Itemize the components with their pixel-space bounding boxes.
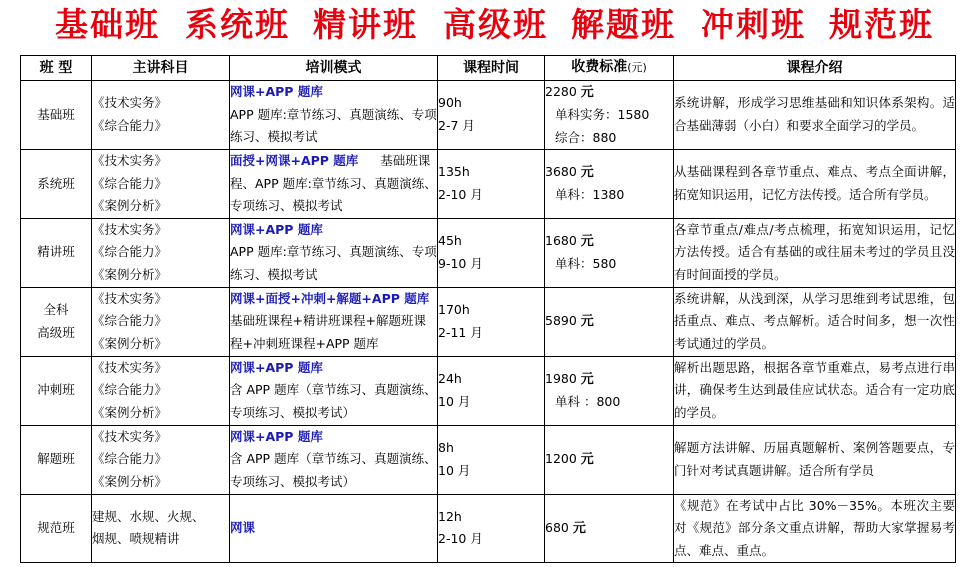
time-hours: 135h — [438, 164, 470, 180]
fee-amount: 1680 — [545, 232, 577, 248]
fee-currency: 元 — [580, 164, 594, 180]
cell-mode — [230, 494, 438, 563]
subject-item: 《案例分析》 — [92, 266, 168, 282]
banner-title-basic: 基础班 — [55, 5, 160, 44]
mode-title: 网课+APP 题库 — [230, 359, 323, 375]
fee-currency: 元 — [580, 313, 594, 329]
subject-item: 《综合能力》 — [92, 382, 168, 398]
cell-mode — [230, 356, 438, 425]
cell-fee — [545, 80, 674, 150]
subject-item: 《技术实务》 — [92, 95, 168, 111]
header-fee — [545, 56, 674, 81]
table-row — [21, 150, 956, 219]
fee-amount: 2280 — [545, 83, 577, 99]
class-type-line: 精讲班 — [37, 244, 75, 260]
table-row — [21, 356, 956, 425]
fee-currency: 元 — [572, 520, 586, 536]
subject-item: 《案例分析》 — [92, 335, 168, 351]
time-months: 2-7 月 — [438, 117, 475, 133]
cell-description: 系统讲解，形成学习思维基础和知识体系架构。适合基础薄弱（小白）和要求全面学习的学员。 — [674, 80, 956, 150]
cell-time — [438, 287, 545, 356]
cell-class-type — [21, 425, 92, 494]
subject-item: 《技术实务》 — [92, 359, 168, 375]
fee-amount: 1200 — [545, 450, 577, 466]
cell-class-type — [21, 356, 92, 425]
table-row — [21, 287, 956, 356]
cell-subjects — [92, 494, 230, 563]
fee-currency: 元 — [580, 371, 594, 387]
mode-detail: 基础班课程+精讲班课程+解题班课程+冲刺班课程+APP 题库 — [230, 313, 426, 351]
mode-title: 网课+APP 题库 — [230, 84, 323, 99]
cell-class-type — [21, 494, 92, 563]
cell-description: 从基础课程到各章节重点、难点、考点全面讲解，拓宽知识运用，记忆方法传授。适合所有学员。 — [674, 150, 956, 219]
cell-fee — [545, 356, 674, 425]
fee-total — [545, 517, 673, 541]
banner-title-advanced: 高级班 — [443, 5, 548, 44]
fee-total — [545, 161, 673, 185]
table-row — [21, 80, 956, 150]
subject-item: 建规、水规、火规、 — [92, 508, 205, 524]
subject-item: 烟规、喷规精讲 — [92, 531, 180, 547]
table-header-row — [21, 56, 956, 81]
time-months: 10 月 — [438, 462, 471, 478]
cell-time — [438, 494, 545, 563]
fee-amount: 3680 — [545, 163, 577, 179]
header-class-type: 班 型 — [21, 56, 92, 81]
cell-description: 《规范》在考试中占比 30%－35%。本班次主要对《规范》部分条文重点讲解，帮助大家掌握易考点、难点、重点。 — [674, 494, 956, 563]
fee-currency: 元 — [580, 84, 594, 100]
fee-amount: 5890 — [545, 312, 577, 328]
class-type-line: 全科 — [43, 302, 69, 317]
mode-title: 网课+APP 题库 — [230, 221, 323, 237]
table-row — [21, 494, 956, 563]
banner-title-system: 系统班 — [185, 5, 290, 44]
time-months: 10 月 — [438, 393, 471, 409]
fee-total — [545, 310, 673, 334]
class-type-line: 规范班 — [37, 520, 75, 535]
cell-subjects — [92, 356, 230, 425]
mode-title: 网课+面授+冲刺+解题+APP 题库 — [230, 290, 430, 306]
class-type-line: 高级班 — [37, 324, 75, 340]
subject-item: 《综合能力》 — [92, 313, 168, 329]
cell-description: 解题方法讲解、历届真题解析、案例答题要点，专门针对考试真题讲解。适合所有学员 — [674, 425, 956, 494]
banner-title-intensive: 精讲班 — [313, 5, 418, 44]
table-row — [21, 425, 956, 494]
fee-currency: 元 — [580, 233, 594, 249]
header-fee-label: 收费标准 — [571, 59, 628, 75]
header-time: 课程时间 — [438, 56, 545, 81]
subject-item: 《技术实务》 — [92, 153, 168, 168]
time-hours: 90h — [438, 95, 462, 111]
cell-class-type — [21, 150, 92, 219]
subject-item: 《技术实务》 — [92, 290, 168, 306]
subject-item: 《综合能力》 — [92, 244, 168, 260]
mode-title: 面授+网课+APP 题库 — [230, 153, 359, 168]
fee-single-subject: 单科 ：800 — [555, 394, 621, 409]
subject-item: 《案例分析》 — [92, 473, 168, 489]
cell-class-type — [21, 287, 92, 356]
fee-total — [545, 448, 673, 472]
subject-item: 《技术实务》 — [92, 428, 168, 444]
fee-single-subject: 综合：880 — [555, 129, 617, 145]
time-hours: 8h — [438, 440, 454, 455]
cell-fee — [545, 218, 674, 287]
subject-item: 《综合能力》 — [92, 175, 168, 191]
table-row — [21, 218, 956, 287]
cell-class-type — [21, 80, 92, 150]
cell-subjects — [92, 425, 230, 494]
time-hours: 170h — [438, 302, 470, 317]
fee-single-subject: 单科：580 — [555, 256, 617, 271]
time-hours: 12h — [438, 508, 462, 524]
time-months: 2-10 月 — [438, 186, 483, 202]
banner-title-sprint: 冲刺班 — [701, 5, 806, 44]
course-title-banner — [0, 0, 967, 50]
fee-total — [545, 230, 673, 254]
cell-description: 解析出题思路，根据各章节重难点，易考点进行串讲，确保考生达到最佳应试状态。适合有一定功底的学员。 — [674, 356, 956, 425]
mode-title: 网课 — [230, 520, 256, 535]
cell-fee — [545, 150, 674, 219]
cell-mode — [230, 218, 438, 287]
cell-mode — [230, 425, 438, 494]
fee-amount: 680 — [545, 519, 569, 535]
cell-mode — [230, 150, 438, 219]
cell-fee — [545, 425, 674, 494]
subject-item: 《技术实务》 — [92, 221, 168, 237]
time-hours: 24h — [438, 371, 462, 386]
mode-detail: APP 题库:章节练习、真题演练、专项练习、模拟考试 — [230, 244, 437, 282]
subject-item: 《案例分析》 — [92, 404, 168, 420]
time-months: 2-11 月 — [438, 324, 483, 340]
cell-time — [438, 150, 545, 219]
cell-time — [438, 425, 545, 494]
time-months: 9-10 月 — [438, 255, 483, 271]
cell-time — [438, 80, 545, 150]
mode-detail: 基础班课程、APP 题库:章节练习、真题演练、专项练习、模拟考试 — [230, 153, 437, 213]
cell-time — [438, 218, 545, 287]
banner-title-standards: 规范班 — [829, 5, 934, 44]
class-type-line: 冲刺班 — [37, 382, 75, 398]
cell-fee — [545, 494, 674, 563]
cell-subjects — [92, 80, 230, 150]
cell-mode — [230, 80, 438, 150]
class-type-line: 系统班 — [37, 175, 75, 191]
cell-description: 各章节重点/难点/考点梳理，拓宽知识运用，记忆方法传授。适合有基础的或往届未考过的学员且没有时间面授的学员。 — [674, 218, 956, 287]
cell-time — [438, 356, 545, 425]
course-table — [20, 55, 956, 563]
header-mode: 培训模式 — [230, 56, 438, 81]
header-description: 课程介绍 — [674, 56, 956, 81]
mode-detail: 含 APP 题库（章节练习、真题演练、专项练习、模拟考试） — [230, 451, 437, 489]
fee-amount: 1980 — [545, 370, 577, 386]
banner-title-solving: 解题班 — [571, 5, 676, 44]
cell-subjects — [92, 218, 230, 287]
fee-total — [545, 368, 673, 392]
fee-single-subject: 单科实务：1580 — [555, 107, 650, 122]
time-hours: 45h — [438, 233, 462, 248]
mode-detail: 含 APP 题库（章节练习、真题演练、专项练习、模拟考试） — [230, 382, 437, 420]
mode-title: 网课+APP 题库 — [230, 428, 323, 444]
header-fee-unit: (元) — [627, 61, 647, 74]
class-type-line: 基础班 — [37, 106, 75, 122]
subject-item: 《案例分析》 — [92, 198, 168, 213]
cell-subjects — [92, 287, 230, 356]
cell-subjects — [92, 150, 230, 219]
subject-item: 《综合能力》 — [92, 117, 168, 133]
fee-currency: 元 — [580, 451, 594, 467]
cell-fee — [545, 287, 674, 356]
fee-single-subject: 单科：1380 — [555, 187, 625, 203]
fee-total — [545, 81, 673, 105]
cell-class-type — [21, 218, 92, 287]
cell-mode — [230, 287, 438, 356]
subject-item: 《综合能力》 — [92, 451, 168, 467]
cell-description: 系统讲解，从浅到深，从学习思维到考试思维，包括重点、难点、考点解析。适合时间多，想一次性考试通过的学员。 — [674, 287, 956, 356]
mode-detail: APP 题库:章节练习、真题演练、专项练习、模拟考试 — [230, 106, 437, 144]
time-months: 2-10 月 — [438, 531, 483, 547]
header-subject: 主讲科目 — [92, 56, 230, 81]
class-type-line: 解题班 — [37, 451, 75, 467]
